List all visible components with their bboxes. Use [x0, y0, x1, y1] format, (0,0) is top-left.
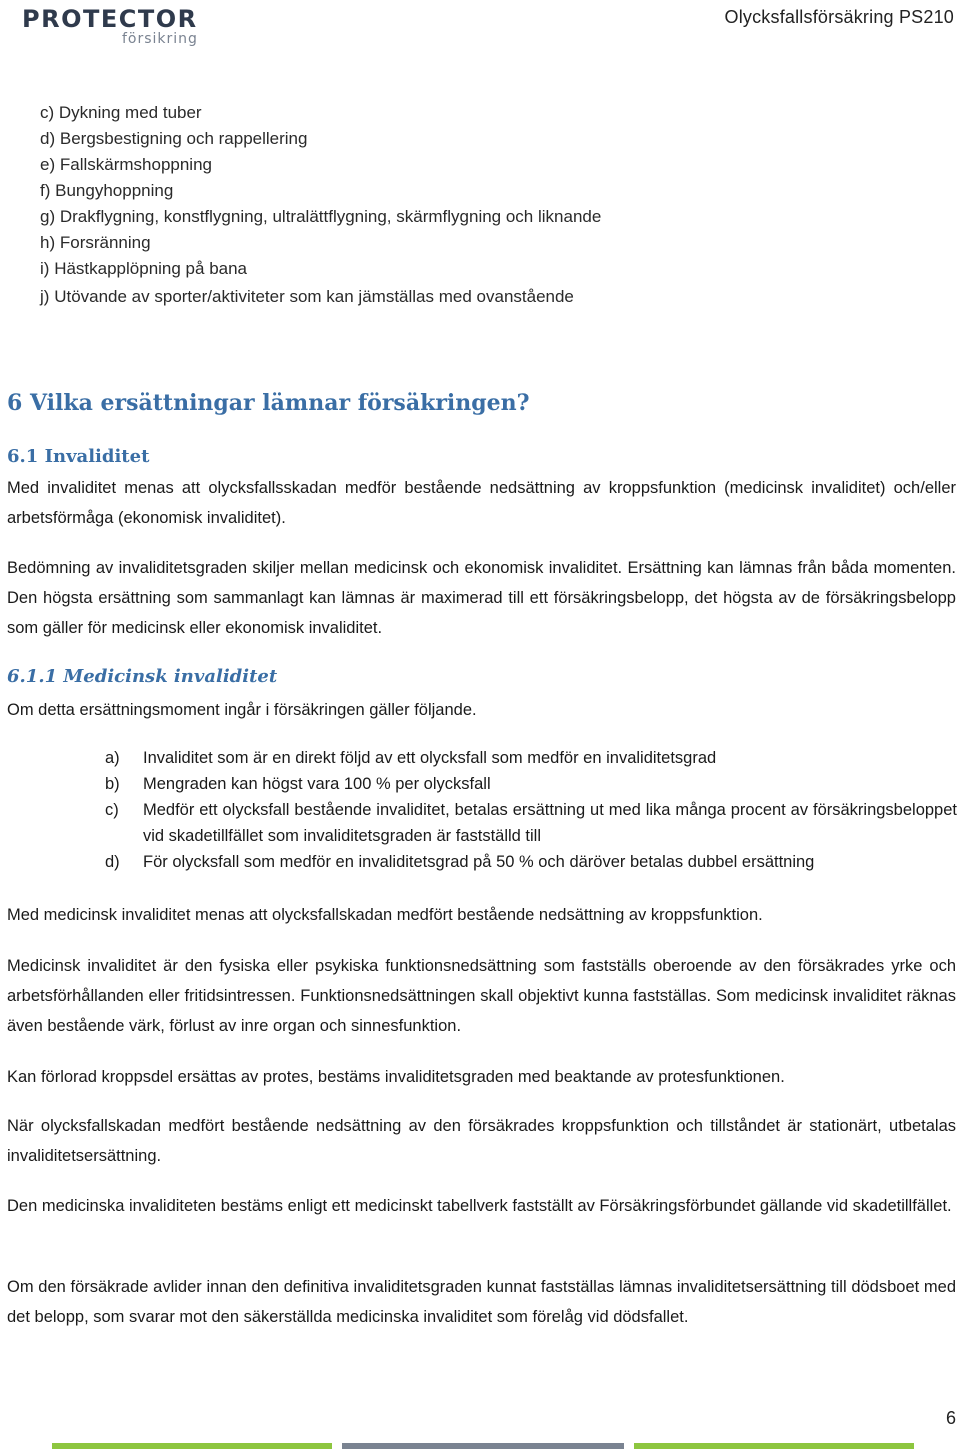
- page-number: 6: [945, 1408, 956, 1428]
- list-item: c) Dykning med tuber: [40, 103, 202, 122]
- section-heading: 6 Vilka ersättningar lämnar försäkringen?: [7, 390, 530, 416]
- paragraph-bedomning: Bedömning av invaliditetsgraden skiljer mellan medicinsk och ekonomisk invaliditet. Ersättning kan lämnas från båda momenten. Den högsta ersättning som sammanlagt kan lämnas är maximerad till ett försäkringsbelopp, det högsta av de försäkringsbelopp som gäller för medicinsk eller ekonomisk invaliditet.: [7, 559, 956, 637]
- paragraph-stationart: När olycksfallskadan medfört bestående nedsättning av den försäkrades kroppsfunktion och tillståndet är stationärt, utbetalas invaliditetsersättning.: [7, 1117, 956, 1165]
- paragraph-fysiska-psykiska: Medicinsk invaliditet är den fysiska eller psykiska funktionsnedsättning som fastställs oberoende av den försäkrades yrke och arbetsförhållanden eller fritidsintressen. Funktionsnedsättningen skall objektivt kunna fastställas. Som medicinsk invaliditet räknas även bestående värk, förlust av inre organ och sinnesfunktion.: [7, 957, 956, 1035]
- rules-list: [105, 745, 957, 875]
- paragraph-tabellverk: Den medicinska invaliditeten bestäms enligt ett medicinskt tabellverk fastställt av Försäkringsförbundet gällande vid skadetillfället.: [7, 1197, 952, 1215]
- paragraph-protes: Kan förlorad kroppsdel ersättas av protes, bestäms invaliditetsgraden med beaktande av protesfunktionen.: [7, 1068, 785, 1086]
- list-item: e) Fallskärmshoppning: [40, 155, 212, 174]
- footer-bar-green-left: [52, 1443, 332, 1449]
- list-item: a) Invaliditet som är en direkt följd av ett olycksfall som medför en invaliditetsgrad: [105, 749, 717, 767]
- list-item: b) Mengraden kan högst vara 100 % per olycksfall: [105, 775, 491, 793]
- subsection-heading-medicinsk: 6.1.1 Medicinsk invaliditet: [7, 666, 278, 687]
- list-item: c) Medför ett olycksfall bestående invaliditet, betalas ersättning ut med lika många procent av försäkringsbeloppet vid skadetillfället som invaliditetsgraden är fastställd till: [105, 801, 957, 845]
- paragraph-invaliditet-definition: Med invaliditet menas att olycksfallsskadan medför bestående nedsättning av kroppsfunktion (medicinsk invaliditet) och/eller arbetsförmåga (ekonomisk invaliditet).: [7, 479, 956, 527]
- list-item: f) Bungyhoppning: [40, 181, 174, 200]
- excluded-activities-list: [40, 100, 601, 310]
- footer-decorative-bars: [52, 1443, 914, 1449]
- paragraph-avlider: Om den försäkrade avlider innan den definitiva invaliditetsgraden kunnat fastställas lämnas invaliditetsersättning till dödsboet med det belopp, som svarar mot den säkerställda medicinska invaliditet som förelåg vid dödsfallet.: [7, 1278, 956, 1326]
- footer-bar-green-right: [634, 1443, 914, 1449]
- list-item: i) Hästkapplöpning på bana: [40, 259, 248, 278]
- list-item: d) Bergsbestigning och rappellering: [40, 129, 308, 148]
- logo-wordmark: PROTECTOR: [22, 5, 198, 33]
- paragraph-intro: Om detta ersättningsmoment ingår i försäkringen gäller följande.: [7, 701, 477, 719]
- list-item: h) Forsränning: [40, 233, 151, 252]
- list-item: g) Drakflygning, konstflygning, ultralättflygning, skärmflygning och liknande: [40, 207, 602, 226]
- subsection-heading-invaliditet: 6.1 Invaliditet: [7, 446, 150, 467]
- protector-logo: [22, 4, 212, 50]
- document-title: Olycksfallsförsäkring PS210: [724, 7, 954, 27]
- footer-bar-grey-middle: [342, 1443, 624, 1449]
- list-item: d) För olycksfall som medför en invaliditetsgrad på 50 % och däröver betalas dubbel ersättning: [105, 853, 815, 871]
- paragraph-medicinsk-definition: Med medicinsk invaliditet menas att olycksfallskadan medfört bestående nedsättning av kroppsfunktion.: [7, 906, 763, 924]
- page-header: [0, 0, 960, 60]
- list-item: j) Utövande av sporter/aktiviteter som kan jämställas med ovanstående: [40, 287, 574, 306]
- logo-subtitle: försikring: [122, 31, 198, 47]
